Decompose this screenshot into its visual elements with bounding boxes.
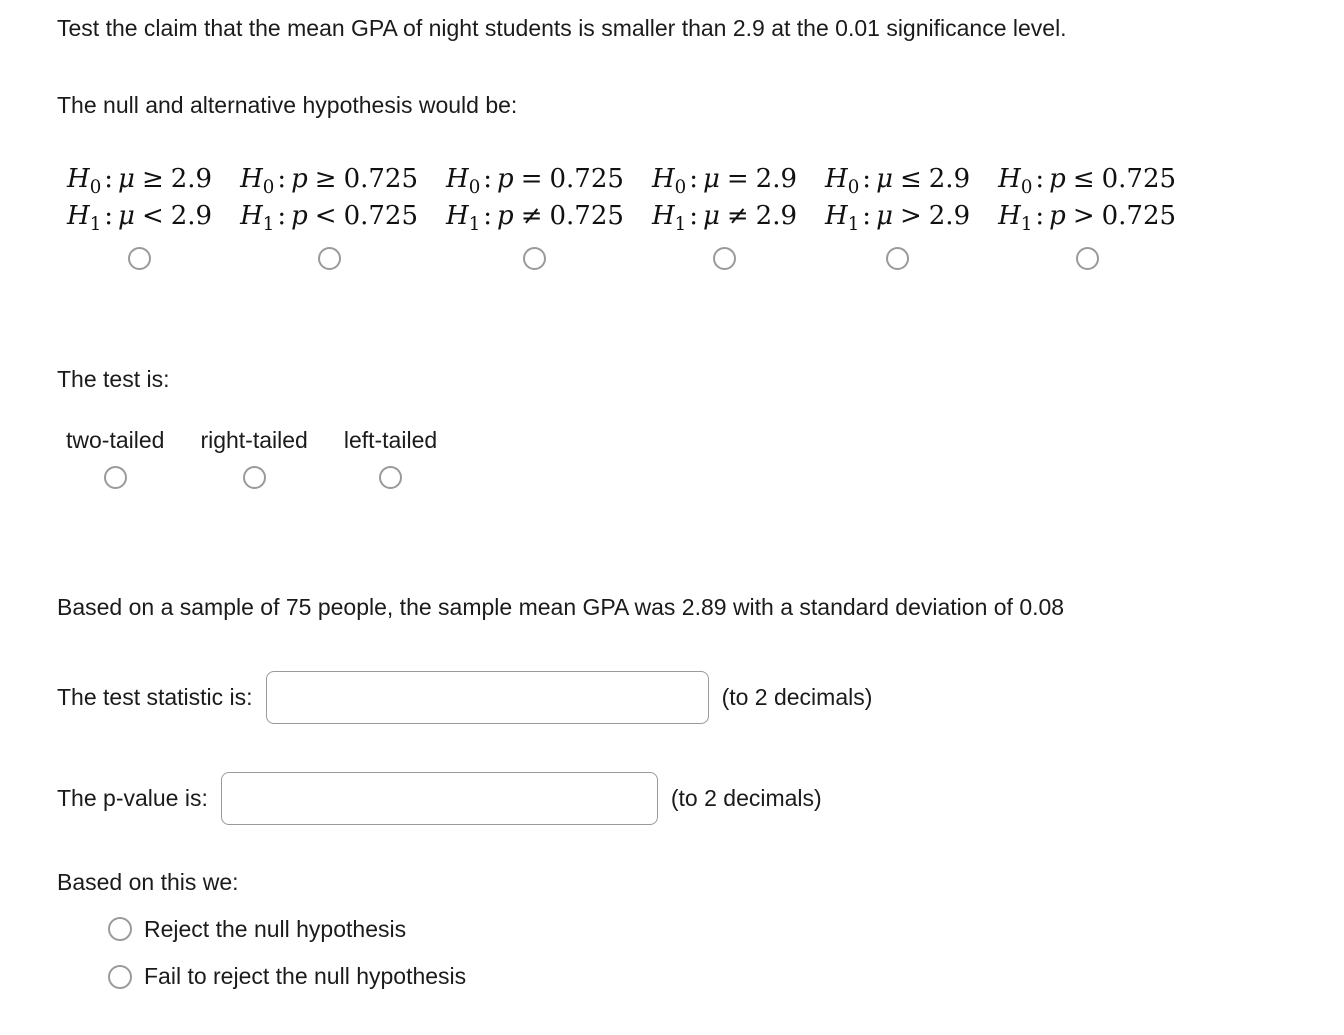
test-option-right-tailed (200, 427, 307, 489)
p-value-label: The p-value is: (57, 784, 208, 811)
value: 2.9 (755, 163, 798, 194)
decision-prompt: Based on this we: (57, 868, 239, 895)
h-symbol: H (446, 200, 469, 231)
colon: : (1035, 200, 1045, 231)
h-symbol: H (651, 163, 675, 194)
h1-expression (67, 198, 212, 235)
colon: : (689, 163, 698, 194)
p-value-row (57, 772, 1314, 825)
h-subscript: 0 (847, 177, 860, 199)
colon: : (483, 163, 493, 194)
relation-symbol: = (726, 163, 749, 194)
hypothesis-option-2-radio[interactable] (523, 247, 546, 270)
h-symbol: H (67, 200, 90, 231)
hypothesis-option-4 (825, 161, 970, 270)
h0-expression (240, 161, 418, 198)
value: 2.9 (755, 200, 798, 231)
value: 0.725 (549, 163, 624, 194)
h-symbol: H (825, 163, 848, 194)
decision-option-reject[interactable] (108, 916, 1314, 944)
value: 2.9 (928, 200, 971, 231)
value: 0.725 (1101, 200, 1177, 231)
colon: : (483, 200, 493, 231)
value: 2.9 (928, 163, 971, 194)
colon: : (104, 200, 114, 231)
decision-option-label: Reject the null hypothesis (144, 915, 407, 942)
h-symbol: H (651, 200, 675, 231)
question-intro: Test the claim that the mean GPA of night students is smaller than 2.9 at the 0.01 significance level. (57, 15, 1067, 41)
h-symbol: H (240, 163, 263, 194)
test-statistic-label: The test statistic is: (57, 683, 253, 710)
relation-symbol: < (141, 200, 164, 231)
test-option-two-tailed (66, 427, 164, 489)
h-symbol: H (240, 200, 263, 231)
parameter-symbol: p (1049, 163, 1066, 194)
h-subscript: 1 (468, 213, 481, 235)
h1-expression (240, 198, 418, 235)
h1-expression (446, 198, 624, 235)
hypothesis-option-5-radio[interactable] (1076, 247, 1099, 270)
relation-symbol: ≥ (141, 163, 164, 194)
test-option-label: left-tailed (343, 426, 438, 453)
parameter-symbol: μ (876, 163, 893, 194)
h-symbol: H (998, 200, 1021, 231)
parameter-symbol: μ (118, 163, 135, 194)
h-subscript: 1 (89, 213, 102, 235)
sample-description: Based on a sample of 75 people, the sample mean GPA was 2.89 with a standard deviation of 0.08 (57, 593, 1065, 620)
parameter-symbol: μ (702, 200, 720, 231)
hypothesis-option-1-radio[interactable] (318, 247, 341, 270)
h0-expression (446, 161, 624, 198)
colon: : (104, 163, 114, 194)
colon: : (862, 200, 872, 231)
parameter-symbol: μ (876, 200, 893, 231)
p-value-input[interactable] (221, 772, 658, 825)
parameter-symbol: p (497, 200, 514, 231)
hypothesis-option-0 (67, 161, 212, 270)
h-subscript: 1 (1020, 213, 1033, 235)
parameter-symbol: p (291, 163, 308, 194)
relation-symbol: < (314, 200, 337, 231)
hypothesis-option-1 (240, 161, 418, 270)
h-subscript: 0 (1020, 177, 1033, 199)
fail-to-reject-null-radio[interactable] (108, 965, 132, 989)
test-option-label: two-tailed (66, 426, 165, 453)
colon: : (862, 163, 872, 194)
parameter-symbol: p (291, 200, 308, 231)
value: 2.9 (170, 200, 213, 231)
relation-symbol: ≥ (314, 163, 337, 194)
h1-expression (652, 198, 797, 235)
parameter-symbol: p (497, 163, 514, 194)
colon: : (277, 200, 287, 231)
decision-option-label: Fail to reject the null hypothesis (144, 963, 467, 990)
h-symbol: H (67, 163, 90, 194)
colon: : (277, 163, 287, 194)
relation-symbol: > (1072, 200, 1095, 231)
h0-expression (825, 161, 970, 198)
h-subscript: 1 (262, 213, 275, 235)
h1-expression (825, 198, 970, 235)
left-tailed-radio[interactable] (379, 466, 402, 489)
h-subscript: 0 (89, 177, 102, 199)
parameter-symbol: p (1049, 200, 1066, 231)
value: 0.725 (343, 200, 419, 231)
value: 2.9 (170, 163, 213, 194)
test-statistic-hint: (to 2 decimals) (721, 683, 873, 710)
colon: : (689, 200, 698, 231)
hypothesis-options-row (67, 161, 1314, 270)
reject-null-radio[interactable] (108, 917, 132, 941)
hypothesis-option-3 (652, 161, 797, 270)
decision-option-fail-to-reject[interactable] (108, 963, 1314, 991)
two-tailed-radio[interactable] (104, 466, 127, 489)
colon: : (1035, 163, 1045, 194)
relation-symbol: > (899, 200, 922, 231)
test-type-options-row (66, 427, 1314, 489)
h0-expression (652, 161, 797, 198)
relation-symbol: ≤ (899, 163, 922, 194)
h1-expression (998, 198, 1176, 235)
h-subscript: 1 (674, 213, 687, 235)
hypothesis-option-5 (998, 161, 1176, 270)
h-subscript: 0 (674, 177, 687, 199)
value: 0.725 (549, 200, 624, 231)
h-symbol: H (825, 200, 848, 231)
hypothesis-prompt: The null and alternative hypothesis would be: (57, 91, 518, 118)
hypothesis-option-3-radio[interactable] (713, 247, 736, 270)
value: 0.725 (1101, 163, 1177, 194)
parameter-symbol: μ (702, 163, 720, 194)
right-tailed-radio[interactable] (243, 466, 266, 489)
h-subscript: 0 (468, 177, 481, 199)
h-symbol: H (446, 163, 469, 194)
relation-symbol: ≠ (520, 200, 543, 231)
relation-symbol: ≤ (1072, 163, 1095, 194)
relation-symbol: ≠ (726, 200, 749, 231)
hypothesis-option-2 (446, 161, 624, 270)
hypothesis-option-0-radio[interactable] (128, 247, 151, 270)
h0-expression (67, 161, 212, 198)
test-statistic-row (57, 671, 1314, 724)
test-option-left-tailed (344, 427, 437, 489)
h-symbol: H (998, 163, 1021, 194)
test-statistic-input[interactable] (266, 671, 709, 724)
h0-expression (998, 161, 1176, 198)
parameter-symbol: μ (118, 200, 135, 231)
p-value-hint: (to 2 decimals) (670, 784, 822, 811)
relation-symbol: = (520, 163, 543, 194)
h-subscript: 1 (847, 213, 860, 235)
value: 0.725 (343, 163, 419, 194)
h-subscript: 0 (262, 177, 275, 199)
test-option-label: right-tailed (200, 426, 308, 453)
hypothesis-option-4-radio[interactable] (886, 247, 909, 270)
test-type-prompt: The test is: (57, 365, 170, 392)
